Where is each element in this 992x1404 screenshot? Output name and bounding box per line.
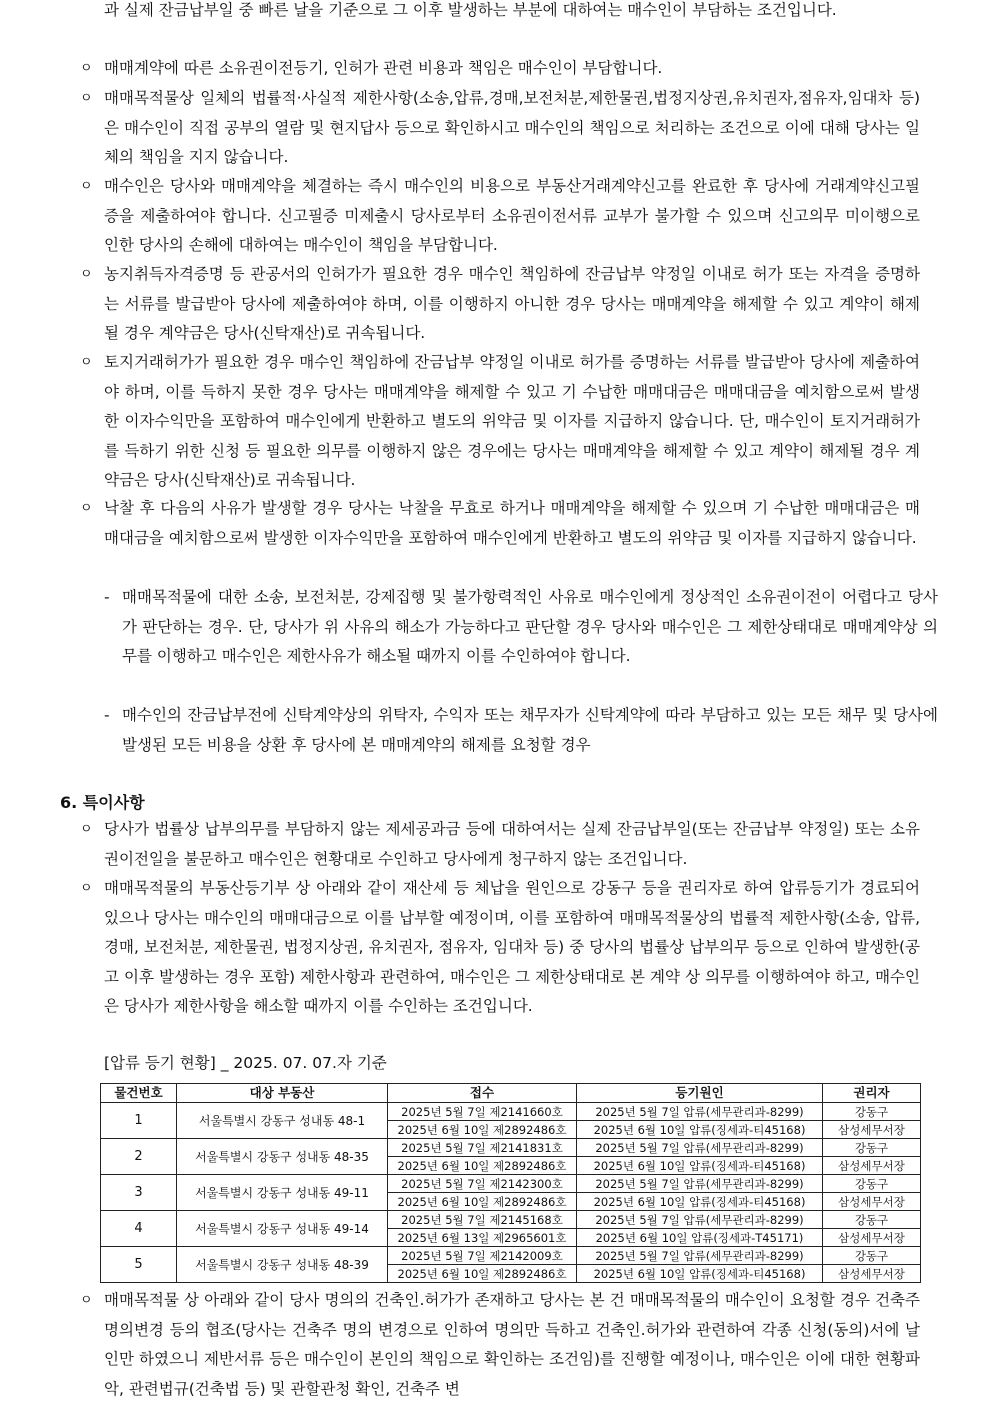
bullet-building-permit: ㅇ 매매목적물 상 아래와 같이 당사 명의의 건축인.허가가 존재하고 당사는 본 건 매매목적물의 매수인이 요청할 경우 건축주 명의변경 등의 협조(당사는 건축주 명의 변경으로 인하여 명의만 득하고 건축인.허가와 관련하여 각종 신청(동의)서에 날인만 하였으니 제반서류 등은 매수인이 본인의 책임으로 확인하는 조건임)를 진행할 예정이나, 매수인은 이에 대한 현황파악, 관련법규(건축법 등) 및 관할관청 확인, 건축주 변 xyxy=(80,1286,920,1404)
table-caption: [압류 등기 현황] _ 2025. 07. 07.자 기준 xyxy=(104,1054,387,1072)
property-address: 서울특별시 강동구 성내동 48-35 xyxy=(177,1139,388,1175)
receipt-cell: 2025년 6월 10일 제2892486호 xyxy=(388,1121,577,1139)
header-property: 대상 부동산 xyxy=(177,1084,388,1103)
receipt-cell: 2025년 6월 10일 제2892486호 xyxy=(388,1193,577,1211)
cause-cell: 2025년 5월 7일 압류(세무관리과-8299) xyxy=(577,1247,823,1265)
receipt-cell: 2025년 5월 7일 제2142300호 xyxy=(388,1175,577,1193)
holder-cell: 삼성세무서장 xyxy=(823,1157,921,1175)
bullet-bid-invalidation: ㅇ 낙찰 후 다음의 사유가 발생할 경우 당사는 낙찰을 무효로 하거나 매매계약을 해제할 수 있으며 기 수납한 매매대금은 매매대금을 예치함으로써 발생한 이자수익만을 포함하여 매수인에게 반환하고 별도의 위약금 및 이자를 지급하지 않습니다. xyxy=(80,494,920,553)
cause-cell: 2025년 6월 10일 압류(징세과-티45168) xyxy=(577,1121,823,1139)
holder-cell: 삼성세무서장 xyxy=(823,1265,921,1283)
bullet-transaction-report: ㅇ 매수인은 당사와 매매계약을 체결하는 즉시 매수인의 비용으로 부동산거래계약신고를 완료한 후 당사에 거래계약신고필증을 제출하여야 합니다. 신고필증 미제출시 당사로부터 소유권이전서류 교부가 불가할 수 있으며 신고의무 미이행으로 인한 당사의 손해에 대하여는 매수인이 책임을 부담합니다. xyxy=(80,172,920,261)
bullet-ownership-transfer: ㅇ 매매계약에 따른 소유권이전등기, 인허가 관련 비용과 책임은 매수인이 부담합니다. xyxy=(80,54,920,84)
header-item-number: 물건번호 xyxy=(101,1084,177,1103)
seizure-registration-table xyxy=(100,1083,921,1283)
receipt-cell: 2025년 6월 10일 제2892486호 xyxy=(388,1265,577,1283)
cause-cell: 2025년 5월 7일 압류(세무관리과-8299) xyxy=(577,1139,823,1157)
holder-cell: 강동구 xyxy=(823,1103,921,1121)
intro-continuation: 과 실제 잔금납부일 중 빠른 날을 기준으로 그 이후 발생하는 부분에 대하여는 매수인이 부담하는 조건입니다. xyxy=(104,1,837,19)
cause-cell: 2025년 5월 7일 압류(세무관리과-8299) xyxy=(577,1103,823,1121)
bullet-legal-restrictions: ㅇ 매매목적물상 일체의 법률적·사실적 제한사항(소송,압류,경매,보전처분,제한물권,법정지상권,유치권자,점유자,임대차 등)은 매수인이 직접 공부의 열람 및 현지답사 등으로 확인하시고 매수인의 책임으로 처리하는 조건으로 이에 대해 당사는 일체의 책임을 지지 않습니다. xyxy=(80,84,920,173)
dash-item-text: 매수인의 잔금납부전에 신탁계약상의 위탁자, 수익자 또는 채무자가 신탁계약에 따라 부담하고 있는 모든 채무 및 당사에 발생된 모든 비용을 상환 후 당사에 본 매매계약의 해제를 요청할 경우 xyxy=(122,706,938,754)
holder-cell: 강동구 xyxy=(823,1175,921,1193)
dash-mark: - xyxy=(104,588,110,606)
header-registration-cause: 등기원인 xyxy=(577,1084,823,1103)
header-right-holder: 권리자 xyxy=(823,1084,921,1103)
holder-cell: 삼성세무서장 xyxy=(823,1193,921,1211)
property-address: 서울특별시 강동구 성내동 49-14 xyxy=(177,1211,388,1247)
table-header-row xyxy=(101,1084,921,1103)
item-number: 5 xyxy=(101,1247,177,1283)
receipt-cell: 2025년 5월 7일 제2142009호 xyxy=(388,1247,577,1265)
dash-item-trust-termination xyxy=(104,701,938,760)
bullet-farmland-permit: ㅇ 농지취득자격증명 등 관공서의 인허가가 필요한 경우 매수인 책임하에 잔금납부 약정일 이내로 허가 또는 자격을 증명하는 서류를 발급받아 당사에 제출하여야 하며, 이를 이행하지 아니한 경우 당사는 매매계약을 해제할 수 있고 계약이 해제될 경우 계약금은 당사(신탁재산)로 귀속됩니다. xyxy=(80,260,920,349)
receipt-cell: 2025년 5월 7일 제2141831호 xyxy=(388,1139,577,1157)
item-number: 1 xyxy=(101,1103,177,1139)
receipt-cell: 2025년 6월 13일 제2965601호 xyxy=(388,1229,577,1247)
item-number: 4 xyxy=(101,1211,177,1247)
cause-cell: 2025년 6월 10일 압류(징세과-T45171) xyxy=(577,1229,823,1247)
holder-cell: 강동구 xyxy=(823,1211,921,1229)
table-row xyxy=(101,1247,921,1265)
cause-cell: 2025년 6월 10일 압류(징세과-티45168) xyxy=(577,1193,823,1211)
property-address: 서울특별시 강동구 성내동 48-1 xyxy=(177,1103,388,1139)
cause-cell: 2025년 6월 10일 압류(징세과-티45168) xyxy=(577,1157,823,1175)
receipt-cell: 2025년 5월 7일 제2145168호 xyxy=(388,1211,577,1229)
cause-cell: 2025년 6월 10일 압류(징세과-티45168) xyxy=(577,1265,823,1283)
table-row xyxy=(101,1175,921,1193)
property-address: 서울특별시 강동구 성내동 48-39 xyxy=(177,1247,388,1283)
item-number: 3 xyxy=(101,1175,177,1211)
item-number: 2 xyxy=(101,1139,177,1175)
dash-mark: - xyxy=(104,706,110,724)
bullet-land-transaction-permit: ㅇ 토지거래허가가 필요한 경우 매수인 책임하에 잔금납부 약정일 이내로 허가를 증명하는 서류를 발급받아 당사에 제출하여야 하며, 이를 득하지 못한 경우 당사는 매매계약을 해제할 수 있고 기 수납한 매매대금은 매매대금을 예치함으로써 발생한 이자수익만을 포함하여 매수인에게 반환하고 별도의 위약금 및 이자를 지급하지 않습니다. 단, 매수인이 토지거래허가를 득하기 위한 신청 등 필요한 의무를 이행하지 않은 경우에는 당사는 매매계약을 해제할 수 있고 계약이 해제될 경우 계약금은 당사(신탁재산)로 귀속됩니다. xyxy=(80,348,920,496)
cause-cell: 2025년 5월 7일 압류(세무관리과-8299) xyxy=(577,1211,823,1229)
holder-cell: 삼성세무서장 xyxy=(823,1121,921,1139)
header-receipt: 접수 xyxy=(388,1084,577,1103)
dash-item-text: 매매목적물에 대한 소송, 보전처분, 강제집행 및 불가항력적인 사유로 매수인에게 정상적인 소유권이전이 어렵다고 당사가 판단하는 경우. 단, 당사가 위 사유의 해소가 가능하다고 판단할 경우 당사와 매수인은 그 제한상태대로 매매계약상 의무를 이행하고 매수인은 제한사유가 해소될 때까지 이를 수인하여야 합니다. xyxy=(122,588,938,666)
bullet-seizure-registration: ㅇ 매매목적물의 부동산등기부 상 아래와 같이 재산세 등 체납을 원인으로 강동구 등을 권리자로 하여 압류등기가 경료되어 있으나 당사는 매수인의 매매대금으로 이를 납부할 예정이며, 이를 포함하여 매매목적물상의 법률적 제한사항(소송, 압류, 경매, 보전처분, 제한물권, 법정지상권, 유치권자, 점유자, 임대차 등) 중 당사의 법률상 납부의무 등으로 인하여 발생한(공고 이후 발생하는 경우 포함) 제한사항과 관련하여, 매수인은 그 제한상태대로 본 계약 상 의무를 이행하여야 하고, 매수인은 당사가 제한사항을 해소할 때까지 이를 수인하는 조건입니다. xyxy=(80,874,920,1022)
section-6-heading: 6. 특이사항 xyxy=(60,793,145,812)
receipt-cell: 2025년 5월 7일 제2141660호 xyxy=(388,1103,577,1121)
dash-item-litigation xyxy=(104,583,938,672)
table-row xyxy=(101,1139,921,1157)
bullet-taxes: ㅇ 당사가 법률상 납부의무를 부담하지 않는 제세공과금 등에 대하여서는 실제 잔금납부일(또는 잔금납부 약정일) 또는 소유권이전일을 불문하고 매수인은 현황대로 수인하고 당사에게 청구하지 않는 조건입니다. xyxy=(80,815,920,874)
holder-cell: 강동구 xyxy=(823,1139,921,1157)
table-row xyxy=(101,1211,921,1229)
table-row xyxy=(101,1103,921,1121)
receipt-cell: 2025년 6월 10일 제2892486호 xyxy=(388,1157,577,1175)
property-address: 서울특별시 강동구 성내동 49-11 xyxy=(177,1175,388,1211)
cause-cell: 2025년 5월 7일 압류(세무관리과-8299) xyxy=(577,1175,823,1193)
holder-cell: 삼성세무서장 xyxy=(823,1229,921,1247)
holder-cell: 강동구 xyxy=(823,1247,921,1265)
